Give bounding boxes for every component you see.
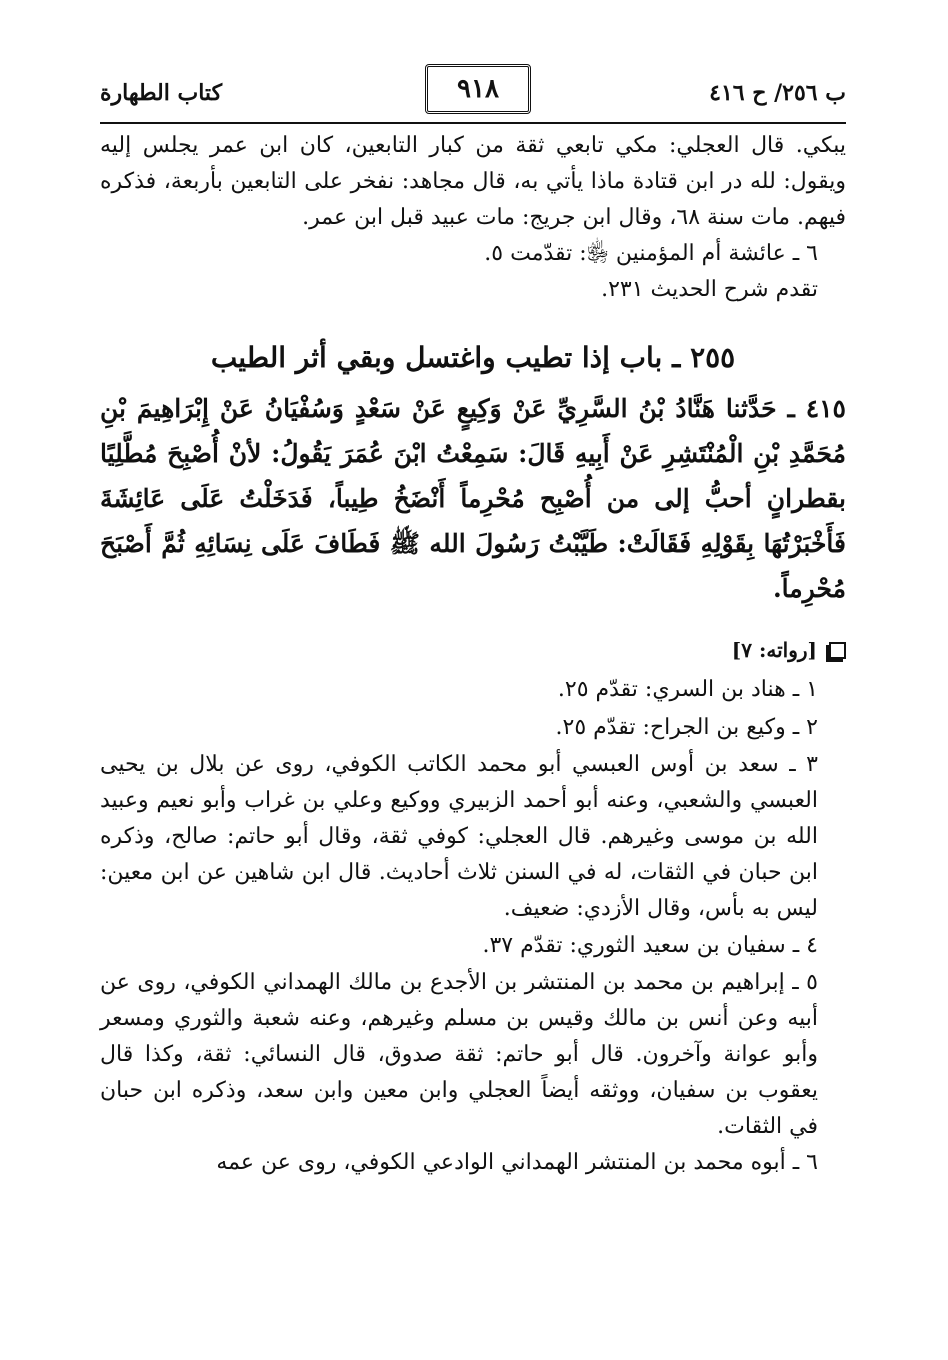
chapter-title: ٢٥٥ ـ باب إذا تطيب واغتسل وبقي أثر الطيب <box>210 341 736 374</box>
narrator-1: ١ ـ هناد بن السري: تقدّم ٢٥. <box>557 677 818 702</box>
narrators-heading <box>100 633 846 667</box>
intro-narrator-6: ٦ ـ عائشة أم المؤمنين ﵂: تقدّمت ٥. <box>484 241 818 266</box>
page-body <box>100 128 846 1181</box>
narrators-heading-label: [رواته: ٧] <box>731 638 817 662</box>
square-bullet-icon <box>829 642 846 659</box>
narrator-3: ٣ ـ سعد بن أوس العبسي أبو محمد الكاتب الكوفي، روى عن بلال بن يحيى العبسي والشعبي، وعنه أبو أحمد الزبيري ووكيع وعلي بن غراب وأبو نعيم وعبيد الله بن موسى وغيرهم. قال العجلي: كوفي ثقة، وقال أبو حاتم: صالح، وذكره ابن حبان في الثقات، له في السنن ثلاث أحاديث. قال ابن شاهين عن ابن معين: ليس به بأس، وقال الأزدي: ضعيف. <box>100 752 818 921</box>
narrator-5: ٥ ـ إبراهيم بن محمد بن المنتشر بن الأجدع بن مالك الهمداني الكوفي، روى عن أبيه وعن أنس بن مالك وقيس بن مسلم وغيرهم، وعنه شعبة والثوري ومسعر وأبو عوانة وآخرون. قال أبو حاتم: ثقة صدوق، قال النسائي: ثقة، وكذا قال يعقوب بن سفيان، ووثقه أيضاً العجلي وابن معين وابن سعد، وذكره ابن حبان في الثقات. <box>100 970 818 1139</box>
header-rule <box>100 122 846 124</box>
intro-note: تقدم شرح الحديث ٢٣١. <box>601 277 818 302</box>
running-header <box>100 60 846 120</box>
hadith-text: ٤١٥ ـ حَدَّثنا هَنَّادُ بْنُ السَّرِيِّ عَنْ وَكِيعٍ عَنْ سَعْدٍ وَسُفْيَانُ عَنْ إِبْرَاهِيمَ بْنِ مُحَمَّدِ بْنِ الْمُنْتَشِرِ عَنْ أَبِيهِ قَالَ: سَمِعْتُ ابْنَ عُمَرَ يَقُولُ: لأنْ أُصْبِحَ مُطَّلِيًا بقطرانٍ أحبُّ إلى من أُصْبِح مُحْرِماً أَنْضَخُ طِيباً، فَدَخَلْتُ عَلَى عَائِشَةَ فَأَخْبَرْتُهَا بِقَوْلِهِ فَقَالَتْ: طَيَّبْتُ رَسُولَ الله ﷺ فَطَافَ عَلَى نِسَائِهِ ثُمَّ أَصْبَحَ مُحْرِماً. <box>100 394 846 603</box>
header-reference: ب ٢٥٦/ ح ٤١٦ <box>709 80 846 106</box>
narrator-2: ٢ ـ وكيع بن الجراح: تقدّم ٢٥. <box>555 715 818 740</box>
intro-paragraph: يبكي. قال العجلي: مكي تابعي ثقة من كبار التابعين، كان ابن عمر يجلس إليه ويقول: لله در ابن قتادة ماذا يأتي به، قال مجاهد: نفخر على التابعين بأربعة، فذكره فيهم. مات سنة ٦٨، وقال ابن جريج: مات عبيد قبل ابن عمر. <box>100 133 846 230</box>
page-number: ٩١٨ <box>425 64 531 114</box>
header-book-title: كتاب الطهارة <box>100 80 223 106</box>
narrator-4: ٤ ـ سفيان بن سعيد الثوري: تقدّم ٣٧. <box>482 933 818 958</box>
narrator-6: ٦ ـ أبوه محمد بن المنتشر الهمداني الوادعي الكوفي، روى عن عمه <box>216 1150 818 1175</box>
